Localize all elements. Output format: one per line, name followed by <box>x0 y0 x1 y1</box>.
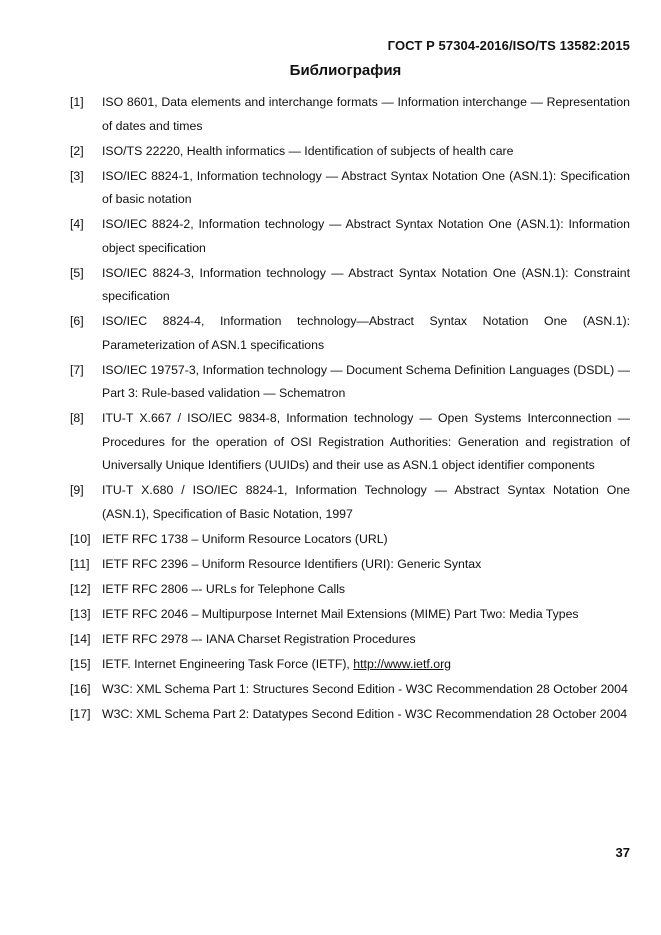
reference-number: [5] <box>70 265 84 280</box>
reference-item <box>70 628 630 652</box>
reference-number: [14] <box>70 631 91 646</box>
reference-item <box>70 407 630 478</box>
reference-text: ISO/IEC 8824-4, Information technology—Abstract Syntax Notation One (ASN.1): Parameterization of ASN.1 specifications <box>102 314 630 352</box>
reference-number: [4] <box>70 217 84 231</box>
reference-item <box>70 603 630 627</box>
reference-text: IETF RFC 2806 –- URLs for Telephone Calls <box>102 581 346 596</box>
reference-text: W3C: XML Schema Part 2: Datatypes Second Edition - W3C Recommendation 28 October 2004 <box>102 706 628 721</box>
reference-number: [17] <box>70 706 91 721</box>
reference-item <box>70 359 630 406</box>
document-header: ГОСТ Р 57304-2016/ISO/TS 13582:2015 <box>387 38 630 53</box>
reference-item <box>70 528 630 552</box>
reference-text: ISO/IEC 8824-2, Information technology — Abstract Syntax Notation One (ASN.1): Information object specification <box>102 217 630 255</box>
reference-text: ISO/TS 22220, Health informatics — Identification of subjects of health care <box>102 143 514 158</box>
reference-number: [8] <box>70 411 84 425</box>
reference-number: [13] <box>70 606 91 621</box>
page-title: Библиография <box>289 62 402 79</box>
reference-number: [1] <box>70 95 84 109</box>
reference-number: [15] <box>70 656 91 671</box>
reference-item <box>70 165 630 212</box>
reference-item <box>70 140 630 164</box>
bibliography-list <box>70 91 630 728</box>
reference-item <box>70 91 630 138</box>
reference-number: [3] <box>70 168 84 183</box>
reference-text: ISO/IEC 8824-1, Information technology — Abstract Syntax Notation One (ASN.1): Specification of basic notation <box>102 168 630 206</box>
reference-item <box>70 553 630 577</box>
reference-text: IETF RFC 1738 – Uniform Resource Locators (URL) <box>102 531 388 546</box>
reference-number: [12] <box>70 581 91 596</box>
reference-item <box>70 678 630 702</box>
reference-text: ITU-T X.680 / ISO/IEC 8824-1, Information Technology — Abstract Syntax Notation One (ASN.1), Specification of Basic Notation, 1997 <box>102 483 630 521</box>
reference-text: ISO/IEC 8824-3, Information technology — Abstract Syntax Notation One (ASN.1): Constraint specification <box>102 265 630 303</box>
reference-number: [7] <box>70 362 84 377</box>
reference-text-prefix: IETF. Internet Engineering Task Force (IETF), <box>102 656 354 671</box>
page-number: 37 <box>615 845 630 860</box>
reference-item <box>70 310 630 357</box>
reference-text: IETF RFC 2046 – Multipurpose Internet Mail Extensions (MIME) Part Two: Media Types <box>102 606 579 621</box>
reference-number: [10] <box>70 531 91 546</box>
reference-number: [6] <box>70 314 84 328</box>
reference-item <box>70 578 630 602</box>
reference-number: [16] <box>70 681 91 696</box>
reference-text: ITU-T X.667 / ISO/IEC 9834-8, Information technology — Open Systems Interconnection — Procedures for the operation of OSI Registration Authorities: Generation and registration of Universally Unique Identifiers (UUIDs) and their use as ASN.1 object identifier components <box>102 411 630 472</box>
ietf-link[interactable]: http://www.ietf.org <box>353 656 452 671</box>
reference-number: [11] <box>70 556 90 571</box>
reference-text: IETF RFC 2396 – Uniform Resource Identifiers (URI): Generic Syntax <box>102 556 482 571</box>
reference-item <box>70 262 630 309</box>
reference-text <box>102 653 630 677</box>
reference-item <box>70 479 630 526</box>
reference-item <box>70 653 630 677</box>
reference-text: W3C: XML Schema Part 1: Structures Second Edition - W3C Recommendation 28 October 2004 <box>102 681 628 696</box>
reference-text: ISO 8601, Data elements and interchange formats — Information interchange — Representation of dates and times <box>102 95 630 133</box>
reference-item <box>70 703 630 727</box>
reference-text: IETF RFC 2978 –- IANA Charset Registration Procedures <box>102 631 416 646</box>
reference-item <box>70 213 630 260</box>
reference-text: ISO/IEC 19757-3, Information technology — Document Schema Definition Languages (DSDL) — Part 3: Rule-based validation — Schematron <box>102 362 630 400</box>
reference-number: [2] <box>70 143 84 158</box>
reference-number: [9] <box>70 483 84 497</box>
